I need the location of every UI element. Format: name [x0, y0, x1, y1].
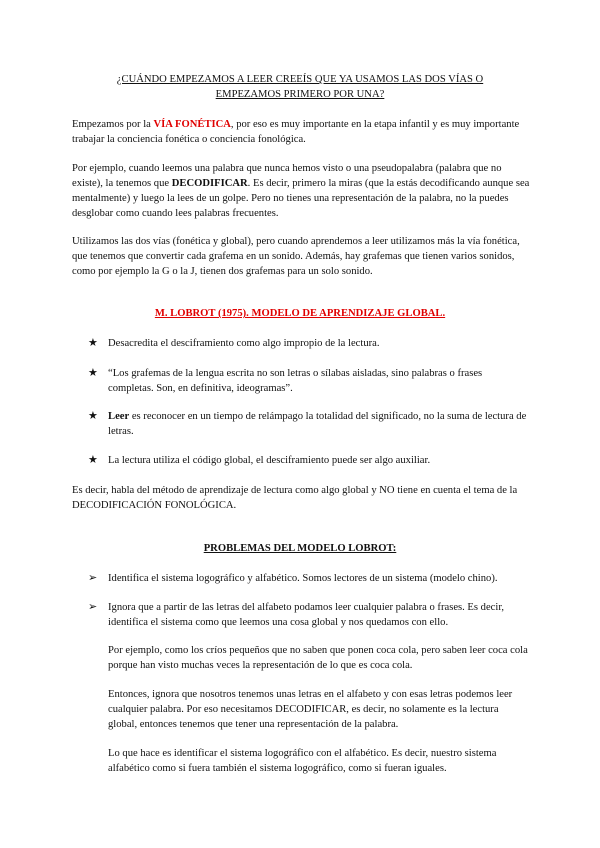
star-bullet-icon: ★	[88, 410, 98, 422]
text-run: Por ejemplo, cuando leemos una palabra que nunca hemos visto o una pseudopalabra (palabra que no existe), la tenemos que	[72, 163, 502, 189]
paragraph-decodificar	[72, 161, 530, 221]
bullet-item: La lectura utiliza el código global, el desciframiento puede ser algo auxiliar.	[108, 455, 431, 466]
bold-leer: Leer	[108, 411, 130, 422]
paragraph-es-decir: Es decir, habla del método de aprendizaje de lectura como algo global y NO tiene en cuenta el tema de la DECODIFICACIÓN FONOLÓGICA.	[72, 485, 518, 511]
text-run: Empezamos por la	[72, 119, 154, 130]
star-bullet-icon: ★	[88, 337, 98, 349]
arrow-bullet-icon: ➢	[88, 572, 98, 584]
bullet-item: Identifica el sistema logográfico y alfabético. Somos lectores de un sistema (modelo chino).	[108, 573, 498, 584]
bullet-item	[108, 409, 528, 439]
bullet-item: Desacredita el desciframiento como algo impropio de la lectura.	[108, 338, 380, 349]
bullet-item: Ignora que a partir de las letras del alfabeto podamos leer cualquier palabra o frases. Es decir, identifica el sistema como que leemos una cosa global y nos quedamos con ello.	[108, 602, 505, 628]
paragraph-dos-vias: Utilizamos las dos vías (fonética y global), pero cuando aprendemos a leer utilizamos más la vía fonética, que tenemos que convertir cada grafema en un sonido. Además, hay grafemas que tienen varios sonidos, como por ejemplo la G o la J, tienen dos grafemas para un solo sonido.	[72, 236, 520, 277]
sub-paragraph: Lo que hace es identificar el sistema logográfico con el alfabético. Es decir, nuestro sistema alfabético como si fuera también el sistema logográfico, como si fueran iguales.	[108, 748, 497, 774]
bold-decodificar: DECODIFICAR	[171, 178, 248, 189]
heading-lobrot-model: M. LOBROT (1975). MODELO DE APRENDIZAJE GLOBAL.	[154, 308, 446, 319]
text-run: es reconocer en un tiempo de relámpago la totalidad del significado, no la suma de lectura de letras.	[108, 411, 527, 437]
text-run: , por eso es muy importante en la etapa infantil y es muy importante trabajar la conciencia fonética o conciencia fonológica.	[72, 119, 520, 145]
sub-paragraph: Entonces, ignora que nosotros tenemos unas letras en el alfabeto y con esas letras podemos leer cualquier palabra. Por eso necesitamos DECODIFICAR, es decir, no solamente es la lectura global, entonces tenemos que tener una representación de la palabra.	[108, 689, 513, 730]
bullet-item: “Los grafemas de la lengua escrita no son letras o sílabas aisladas, sino palabras o frases completas. Son, en definitiva, ideogramas”.	[108, 368, 483, 394]
heading-problemas: PROBLEMAS DEL MODELO LOBROT:	[203, 543, 397, 554]
sub-paragraph: Por ejemplo, como los críos pequeños que no saben que ponen coca cola, pero saben leer coca cola porque han visto muchas veces la representación de lo que es coca cola.	[108, 645, 528, 671]
star-bullet-icon: ★	[88, 367, 98, 379]
star-bullet-icon: ★	[88, 454, 98, 466]
document-title: ¿CUÁNDO EMPEZAMOS A LEER CREEÍS QUE YA USAMOS LAS DOS VÍAS O EMPEZAMOS PRIMERO POR UNA?	[116, 74, 484, 100]
text-run: . Es decir, primero la miras (que la estás decodificando aunque sea mentalmente) y luego la lees de un golpe. Pero no tienes una representación de la palabra, no la puedes desglobar como cuando lees palabras frecuentes.	[72, 178, 530, 219]
arrow-bullet-icon: ➢	[88, 601, 98, 613]
highlight-via-fonetica: VÍA FONÉTICA	[153, 119, 231, 130]
paragraph-via-fonetica	[72, 117, 530, 147]
